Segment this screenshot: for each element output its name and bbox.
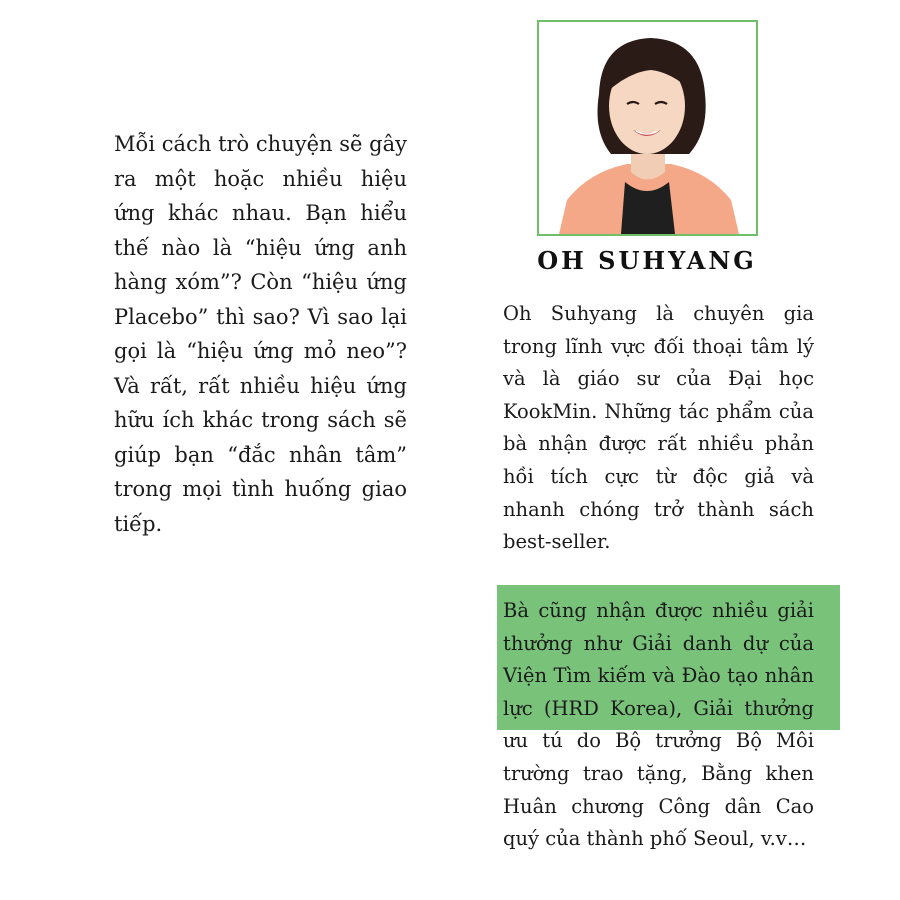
author-awards: Bà cũng nhận được nhiều giải thưởng như Giải danh dự của Viện Tìm kiếm và Đào tạo nhân lực (HRD Korea), Giải thưởng ưu tú do Bộ trưởng Bộ Môi trường trao tặng, Bằng khen Huân chương Công dân Cao quý của thành phố Seoul, v.v… [503, 599, 814, 851]
author-photo [537, 20, 758, 236]
intro-paragraph: Mỗi cách trò chuyện sẽ gây ra một hoặc nhiều hiệu ứng khác nhau. Bạn hiểu thế nào là “hiệu ứng anh hàng xóm”? Còn “hiệu ứng Placebo” thì sao? Vì sao lại gọi là “hiệu ứng mỏ neo”? Và rất, rất nhiều hiệu ứng hữu ích khác trong sách sẽ giúp bạn “đắc nhân tâm” trong mọi tình huống giao tiếp. [114, 132, 407, 536]
author-bio: Oh Suhyang là chuyên gia trong lĩnh vực đối thoại tâm lý và là giáo sư của Đại học KookMin. Những tác phẩm của bà nhận được rất nhiều phản hồi tích cực từ độc giả và nhanh chóng trở thành sách best-seller. [503, 302, 814, 554]
author-name: OH SUHYANG [537, 246, 757, 275]
